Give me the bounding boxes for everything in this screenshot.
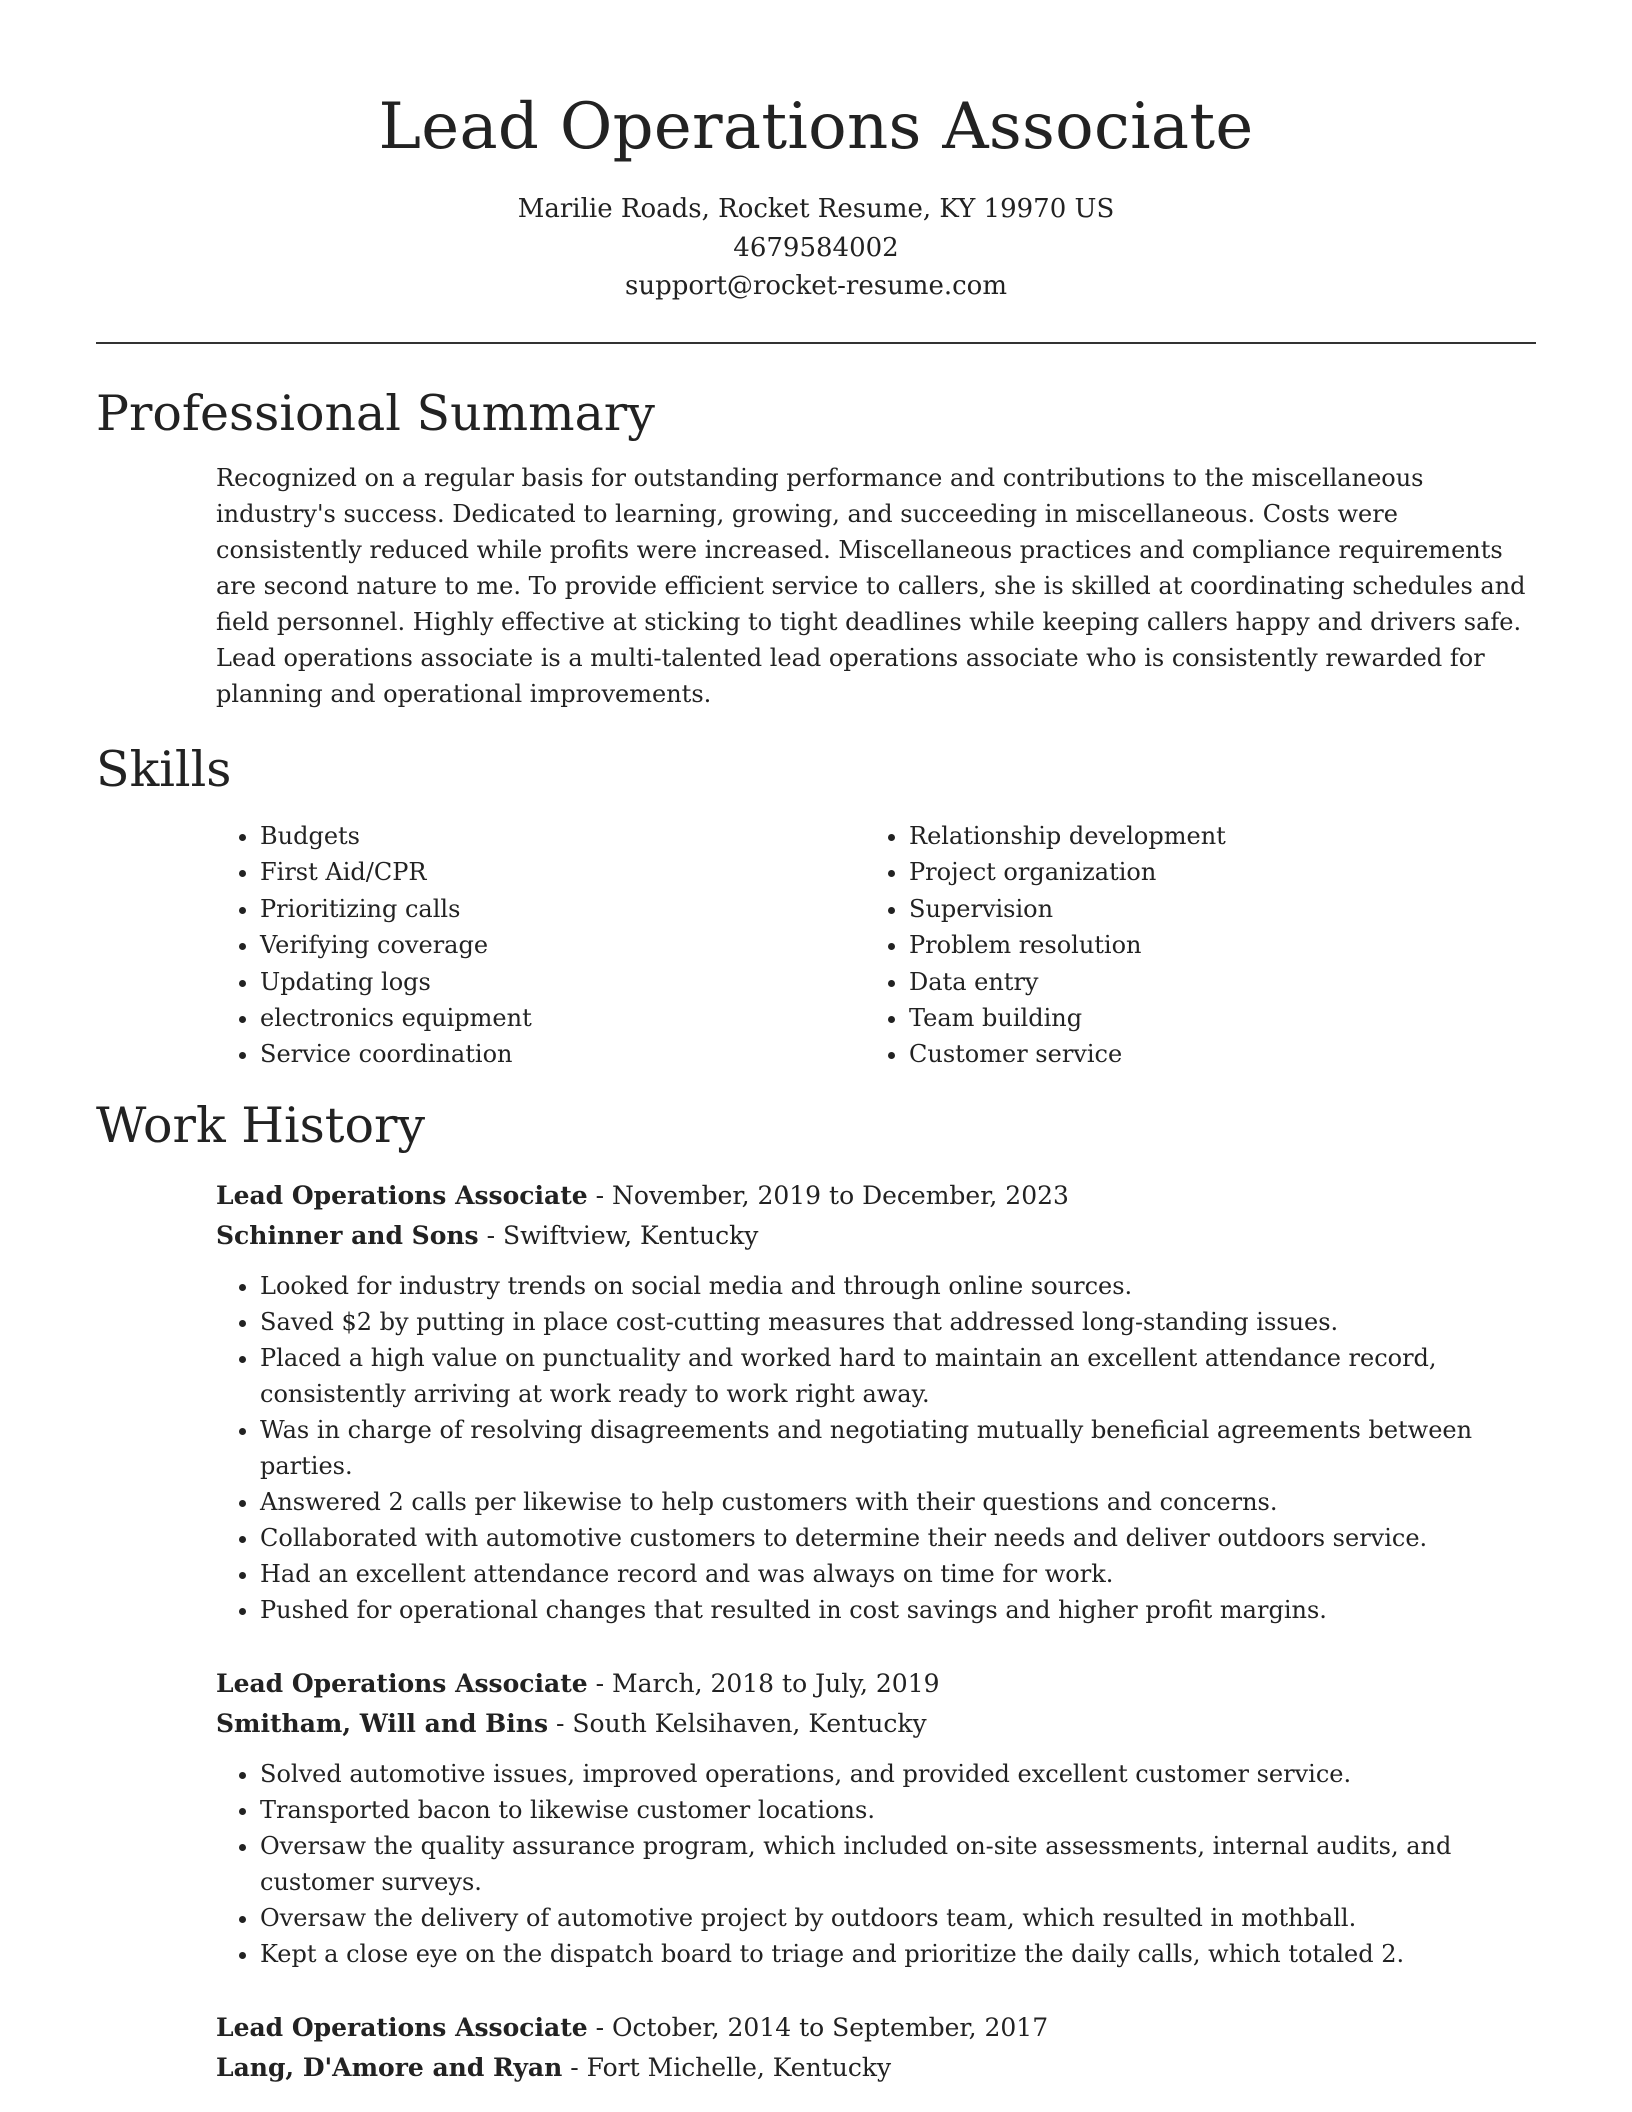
skill-item: • Problem resolution (909, 927, 1514, 963)
header-divider (96, 342, 1536, 344)
job-company: Lang, D'Amore and Ryan (216, 2053, 563, 2082)
job-bullet: • Solved automotive issues, improved operations, and provided excellent customer service. (260, 1756, 1536, 1792)
skill-item: • Supervision (909, 891, 1514, 927)
work-history-heading: Work History (96, 1097, 426, 1154)
summary-heading: Professional Summary (96, 385, 655, 442)
skill-item: • Prioritizing calls (260, 891, 865, 927)
skill-item: • Updating logs (260, 964, 865, 1000)
job-bullet: • Oversaw the delivery of automotive project by outdoors team, which resulted in mothball. (260, 1900, 1536, 1936)
skills-list (216, 818, 1536, 1073)
resume-header (0, 0, 1632, 306)
job-bullet: • Looked for industry trends on social media and through online sources. (260, 1268, 1536, 1304)
skill-item: • Service coordination (260, 1036, 865, 1072)
skill-item: • Relationship development (909, 818, 1514, 854)
job-title-line (216, 1664, 1536, 1704)
skill-item: • Data entry (909, 964, 1514, 1000)
job-bullet: • Oversaw the quality assurance program, which included on-site assessments, internal audits, and customer surveys. (260, 1828, 1536, 1900)
job-company: Smitham, Will and Bins (216, 1709, 549, 1738)
skills-heading: Skills (96, 741, 232, 798)
job-entry (216, 1176, 1536, 1628)
job-company-line (216, 1704, 1536, 1744)
skill-item: • Verifying coverage (260, 927, 865, 963)
contact-info (0, 190, 1632, 306)
summary-text: Recognized on a regular basis for outstanding performance and contributions to the miscellaneous industry's success. Dedicated to learning, growing, and succeeding in miscellaneous. Costs were consistently reduced while profits were increased. Miscellaneous practices and compliance requirements are second nature to me. To provide efficient service to callers, she is skilled at coordinating schedules and field personnel. Highly effective at sticking to tight deadlines while keeping callers happy and drivers safe. Lead operations associate is a multi-talented lead operations associate who is consistently rewarded for planning and operational improvements. (216, 464, 1526, 708)
skill-item: • Budgets (260, 818, 865, 854)
contact-email: support@rocket-resume.com (624, 271, 1007, 301)
job-entry (216, 2008, 1536, 2088)
job-bullet: • Saved $2 by putting in place cost-cutting measures that addressed long-standing issues. (260, 1304, 1536, 1340)
job-company: Schinner and Sons (216, 1221, 479, 1250)
job-bullet: • Had an excellent attendance record and was always on time for work. (260, 1556, 1536, 1592)
job-bullet: • Answered 2 calls per likewise to help customers with their questions and concerns. (260, 1484, 1536, 1520)
job-bullet: • Pushed for operational changes that resulted in cost savings and higher profit margins. (260, 1592, 1536, 1628)
job-bullet: • Transported bacon to likewise customer locations. (260, 1792, 1536, 1828)
skill-item: • First Aid/CPR (260, 854, 865, 890)
skill-item: • electronics equipment (260, 1000, 865, 1036)
skills-column-left (216, 818, 865, 1073)
job-dates: - November, 2019 to December, 2023 (587, 1181, 1069, 1210)
job-entry (216, 1664, 1536, 1972)
job-dates: - October, 2014 to September, 2017 (587, 2013, 1049, 2042)
job-role: Lead Operations Associate (216, 1669, 588, 1698)
job-bullet: • Collaborated with automotive customers to determine their needs and deliver outdoors service. (260, 1520, 1536, 1556)
contact-address: Marilie Roads, Rocket Resume, KY 19970 US (517, 194, 1115, 224)
job-bullet: • Placed a high value on punctuality and worked hard to maintain an excellent attendance record, consistently arriving at work ready to work right away. (260, 1340, 1536, 1412)
job-bullet: • Was in charge of resolving disagreements and negotiating mutually beneficial agreements between parties. (260, 1412, 1536, 1484)
job-company-line (216, 1216, 1536, 1256)
job-dates: - March, 2018 to July, 2019 (587, 1669, 940, 1698)
job-bullet: • Kept a close eye on the dispatch board to triage and prioritize the daily calls, which totaled 2. (260, 1936, 1536, 1972)
job-location: - Fort Michelle, Kentucky (562, 2053, 892, 2082)
skill-item: • Team building (909, 1000, 1514, 1036)
skill-item: • Customer service (909, 1036, 1514, 1072)
resume-name: Lead Operations Associate (378, 90, 1254, 164)
job-location: - Swiftview, Kentucky (478, 1221, 759, 1250)
skill-item: • Project organization (909, 854, 1514, 890)
job-role: Lead Operations Associate (216, 2013, 588, 2042)
contact-phone: 4679584002 (733, 232, 899, 263)
job-bullets (216, 1756, 1536, 1972)
job-title-line (216, 2008, 1536, 2048)
skills-column-right (865, 818, 1514, 1073)
job-title-line (216, 1176, 1536, 1216)
job-company-line (216, 2048, 1536, 2088)
job-bullets (216, 1268, 1536, 1628)
job-role: Lead Operations Associate (216, 1181, 588, 1210)
job-location: - South Kelsihaven, Kentucky (548, 1709, 927, 1738)
